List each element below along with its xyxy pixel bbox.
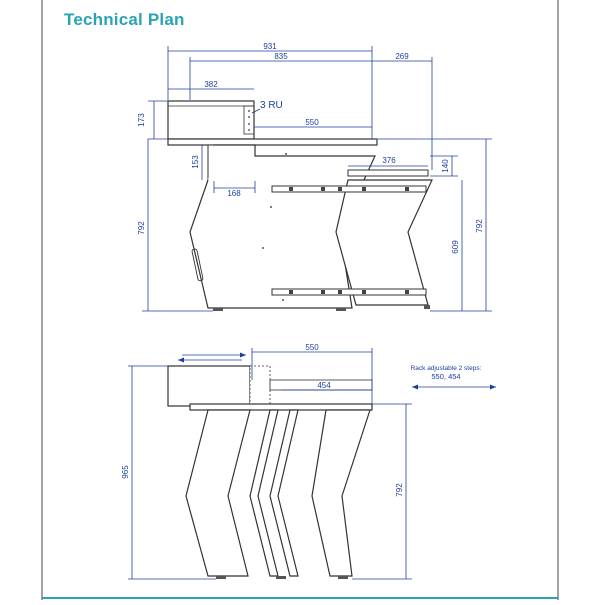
dim-rack-short: 454 [317,381,331,390]
side-view [137,42,492,311]
leg-center-b [270,410,298,576]
dim-overall-width: 931 [263,42,277,51]
dim-total-height: 792 [137,221,146,235]
dim-rack-travel: 550 [305,343,319,352]
dim-drawer-depth: 376 [382,156,396,165]
drawer-pedestal [336,180,432,305]
dim-front-total-height: 965 [121,465,130,479]
dim-rack-height: 173 [137,113,146,127]
dim-sub-height: 153 [191,155,200,169]
drawer-rail-top [272,186,426,192]
dim-front-desk-height: 792 [395,483,404,497]
page-title: Technical Plan [64,10,185,29]
front-view [121,343,496,579]
drawer-rail-bottom [272,289,426,295]
leg-right [312,410,370,576]
dim-drawer-extension: 269 [395,52,409,61]
dim-right-height: 792 [475,219,484,233]
dim-rack-depth: 550 [305,118,319,127]
leg-left [186,410,250,576]
note-rack-steps: 550, 454 [431,372,461,381]
dim-rack-width: 382 [204,80,218,89]
dim-top-width: 835 [274,52,288,61]
note-rack-adjustable: Rack adjustable 2 steps: [410,365,482,372]
rack-box-front [168,366,250,406]
desk-top-front [190,404,372,410]
rack-box [168,101,254,139]
dim-sub-width: 168 [227,189,241,198]
dim-drawer-offset: 140 [441,159,450,173]
dim-pedestal-height: 609 [451,240,460,254]
desk-top [168,139,377,145]
label-rack-units: 3 RU [260,100,283,111]
